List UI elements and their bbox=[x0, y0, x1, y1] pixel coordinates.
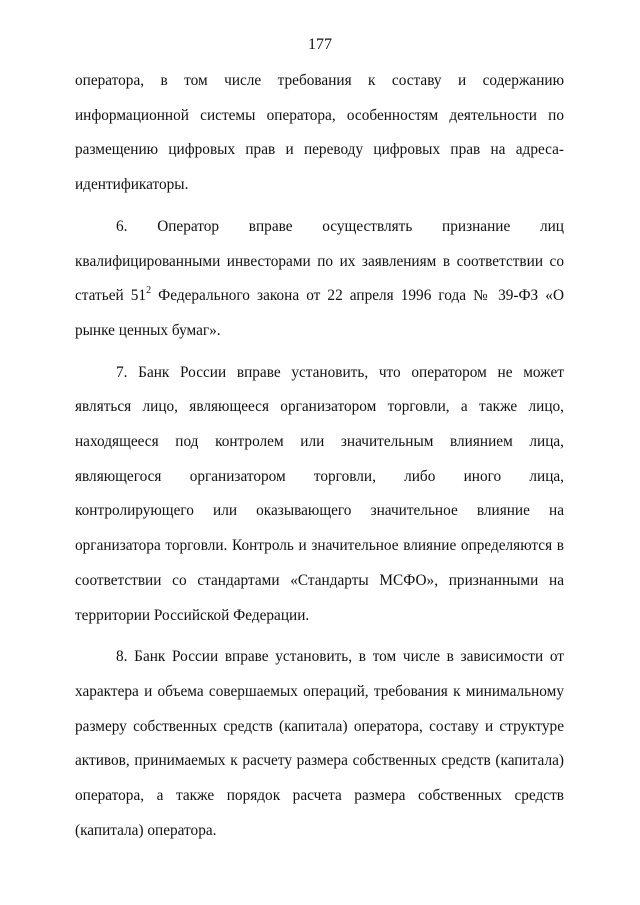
paragraph-6 bbox=[75, 210, 564, 349]
paragraph-continuation: оператора, в том числе требования к составу и содержанию информационной системы оператора, особенностям деятельности по размещению цифровых прав и переводу цифровых прав на адреса-идентификаторы. bbox=[75, 72, 564, 194]
page-number: 177 bbox=[308, 36, 332, 53]
document-body bbox=[75, 64, 564, 855]
paragraph-7: 7. Банк России вправе установить, что оператором не может являться лицо, являющееся организатором торговли, а также лицо, находящееся под контролем или значительным влиянием лица, являющегося организатором торговли, либо иного лица, контролирующего или оказывающего значительное влияние на организатора торговли. Контроль и значительное влияние определяются в соответствии со стандартами «Стандарты МСФО», признанными на территории Российской Федерации. bbox=[75, 363, 564, 624]
paragraph-6-text-end: Федерального закона от 22 апреля 1996 года № 39-ФЗ «О рынке ценных бумаг». bbox=[75, 287, 564, 339]
article-superscript: 2 bbox=[146, 285, 152, 297]
paragraph-6-text-start: 6. Оператор вправе осуществлять признание лиц квалифицированными инвесторами по их заявлениям в соответствии со статьей 51 bbox=[75, 217, 564, 305]
paragraph-8: 8. Банк России вправе установить, в том числе в зависимости от характера и объема совершаемых операций, требования к минимальному размеру собственных средств (капитала) оператора, составу и структуре активов, принимаемых к расчету размера собственных средств (капитала) оператора, а также порядок расчета размера собственных средств (капитала) оператора. bbox=[75, 648, 564, 839]
